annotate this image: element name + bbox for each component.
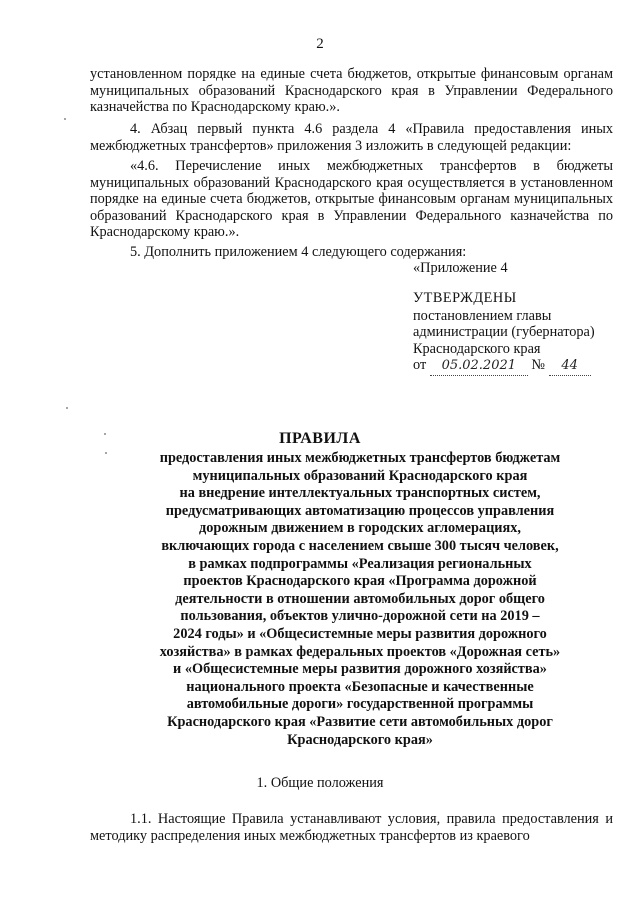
rules-subtitle-line: национального проекта «Безопасные и качественные (186, 678, 534, 695)
rules-subtitle-line: 2024 годы» и «Общесистемные меры развития дорожного (173, 625, 547, 642)
approval-line-3: Краснодарского края (413, 340, 541, 357)
rules-subtitle-line: хозяйства» в рамках федеральных проектов «Дорожная сеть» (159, 643, 561, 660)
appendix-number: «Приложение 4 (413, 260, 508, 276)
rules-subtitle (110, 450, 610, 749)
number-label: № (531, 357, 546, 374)
rules-subtitle-line: на внедрение интеллектуальных транспортных систем, (179, 485, 541, 502)
scan-speck (105, 452, 107, 454)
paragraph-item-4: 4. Абзац первый пункта 4.6 раздела 4 «Правила предоставления иных межбюджетных трансфертов» приложения 3 изложить в следующей редакции: (90, 121, 613, 154)
approval-line-1: постановлением главы (413, 307, 552, 324)
paragraph-quote-4-6: «4.6. Перечисление иных межбюджетных трансфертов в бюджеты муниципальных образований Краснодарского края осуществляется в установленном порядке на единые счета бюджетов, открытые финансовым органам муниципальных образований Краснодарского края в Управлении Федерального казначейства по Краснодарскому краю.». (90, 158, 613, 241)
scan-speck (66, 407, 68, 409)
rules-subtitle-line: Краснодарского края «Развитие сети автомобильных дорог (167, 713, 553, 730)
handwritten-date: 05.02.2021 (430, 358, 528, 376)
approval-line-2: администрации (губернатора) (413, 324, 595, 341)
approval-date-line (413, 357, 623, 376)
paragraph-item-5: 5. Дополнить приложением 4 следующего содержания: (130, 244, 467, 260)
rules-subtitle-line: пользования, объектов улично-дорожной сети на 2019 – (180, 608, 540, 625)
approval-block (413, 290, 623, 376)
section-title: 1. Общие положения (256, 775, 384, 791)
rules-subtitle-line: автомобильные дороги» государственной программы (186, 696, 534, 713)
scan-speck (64, 118, 66, 120)
approval-title: УТВЕРЖДЕНЫ (413, 290, 517, 306)
rules-subtitle-line: деятельности в отношении автомобильных дорог общего (175, 590, 545, 607)
paragraph-1-1: 1.1. Настоящие Правила устанавливают условия, правила предоставления и методику распределения иных межбюджетных трансфертов из краевого (90, 811, 613, 844)
rules-subtitle-line: Краснодарского края» (287, 731, 433, 748)
rules-subtitle-line: дорожным движением в городских агломерациях, (198, 520, 522, 537)
page-number: 2 (316, 36, 324, 52)
appendix-label (413, 260, 623, 277)
rules-subtitle-line: муниципальных образований Краснодарского края (192, 467, 528, 484)
scan-speck (104, 433, 106, 435)
rules-subtitle-line: и «Общесистемные меры развития дорожного хозяйства» (173, 661, 547, 678)
rules-subtitle-line: включающих города с населением свыше 300 тысяч человек, (161, 537, 559, 554)
handwritten-number: 44 (549, 358, 591, 376)
paragraph-continuation: установленном порядке на единые счета бюджетов, открытые финансовым органам муниципальных образований Краснодарского края в Управлении Федерального казначейства по Краснодарскому краю.». (90, 66, 613, 116)
rules-subtitle-line: предусматривающих автоматизацию процессов управления (165, 502, 555, 519)
rules-subtitle-line: в рамках подпрограммы «Реализация региональных (188, 555, 532, 572)
rules-subtitle-line: предоставления иных межбюджетных трансфертов бюджетам (159, 450, 561, 466)
rules-title: ПРАВИЛА (279, 430, 361, 447)
rules-subtitle-line: проектов Краснодарского края «Программа дорожной (183, 573, 537, 590)
from-label: от (413, 357, 427, 374)
